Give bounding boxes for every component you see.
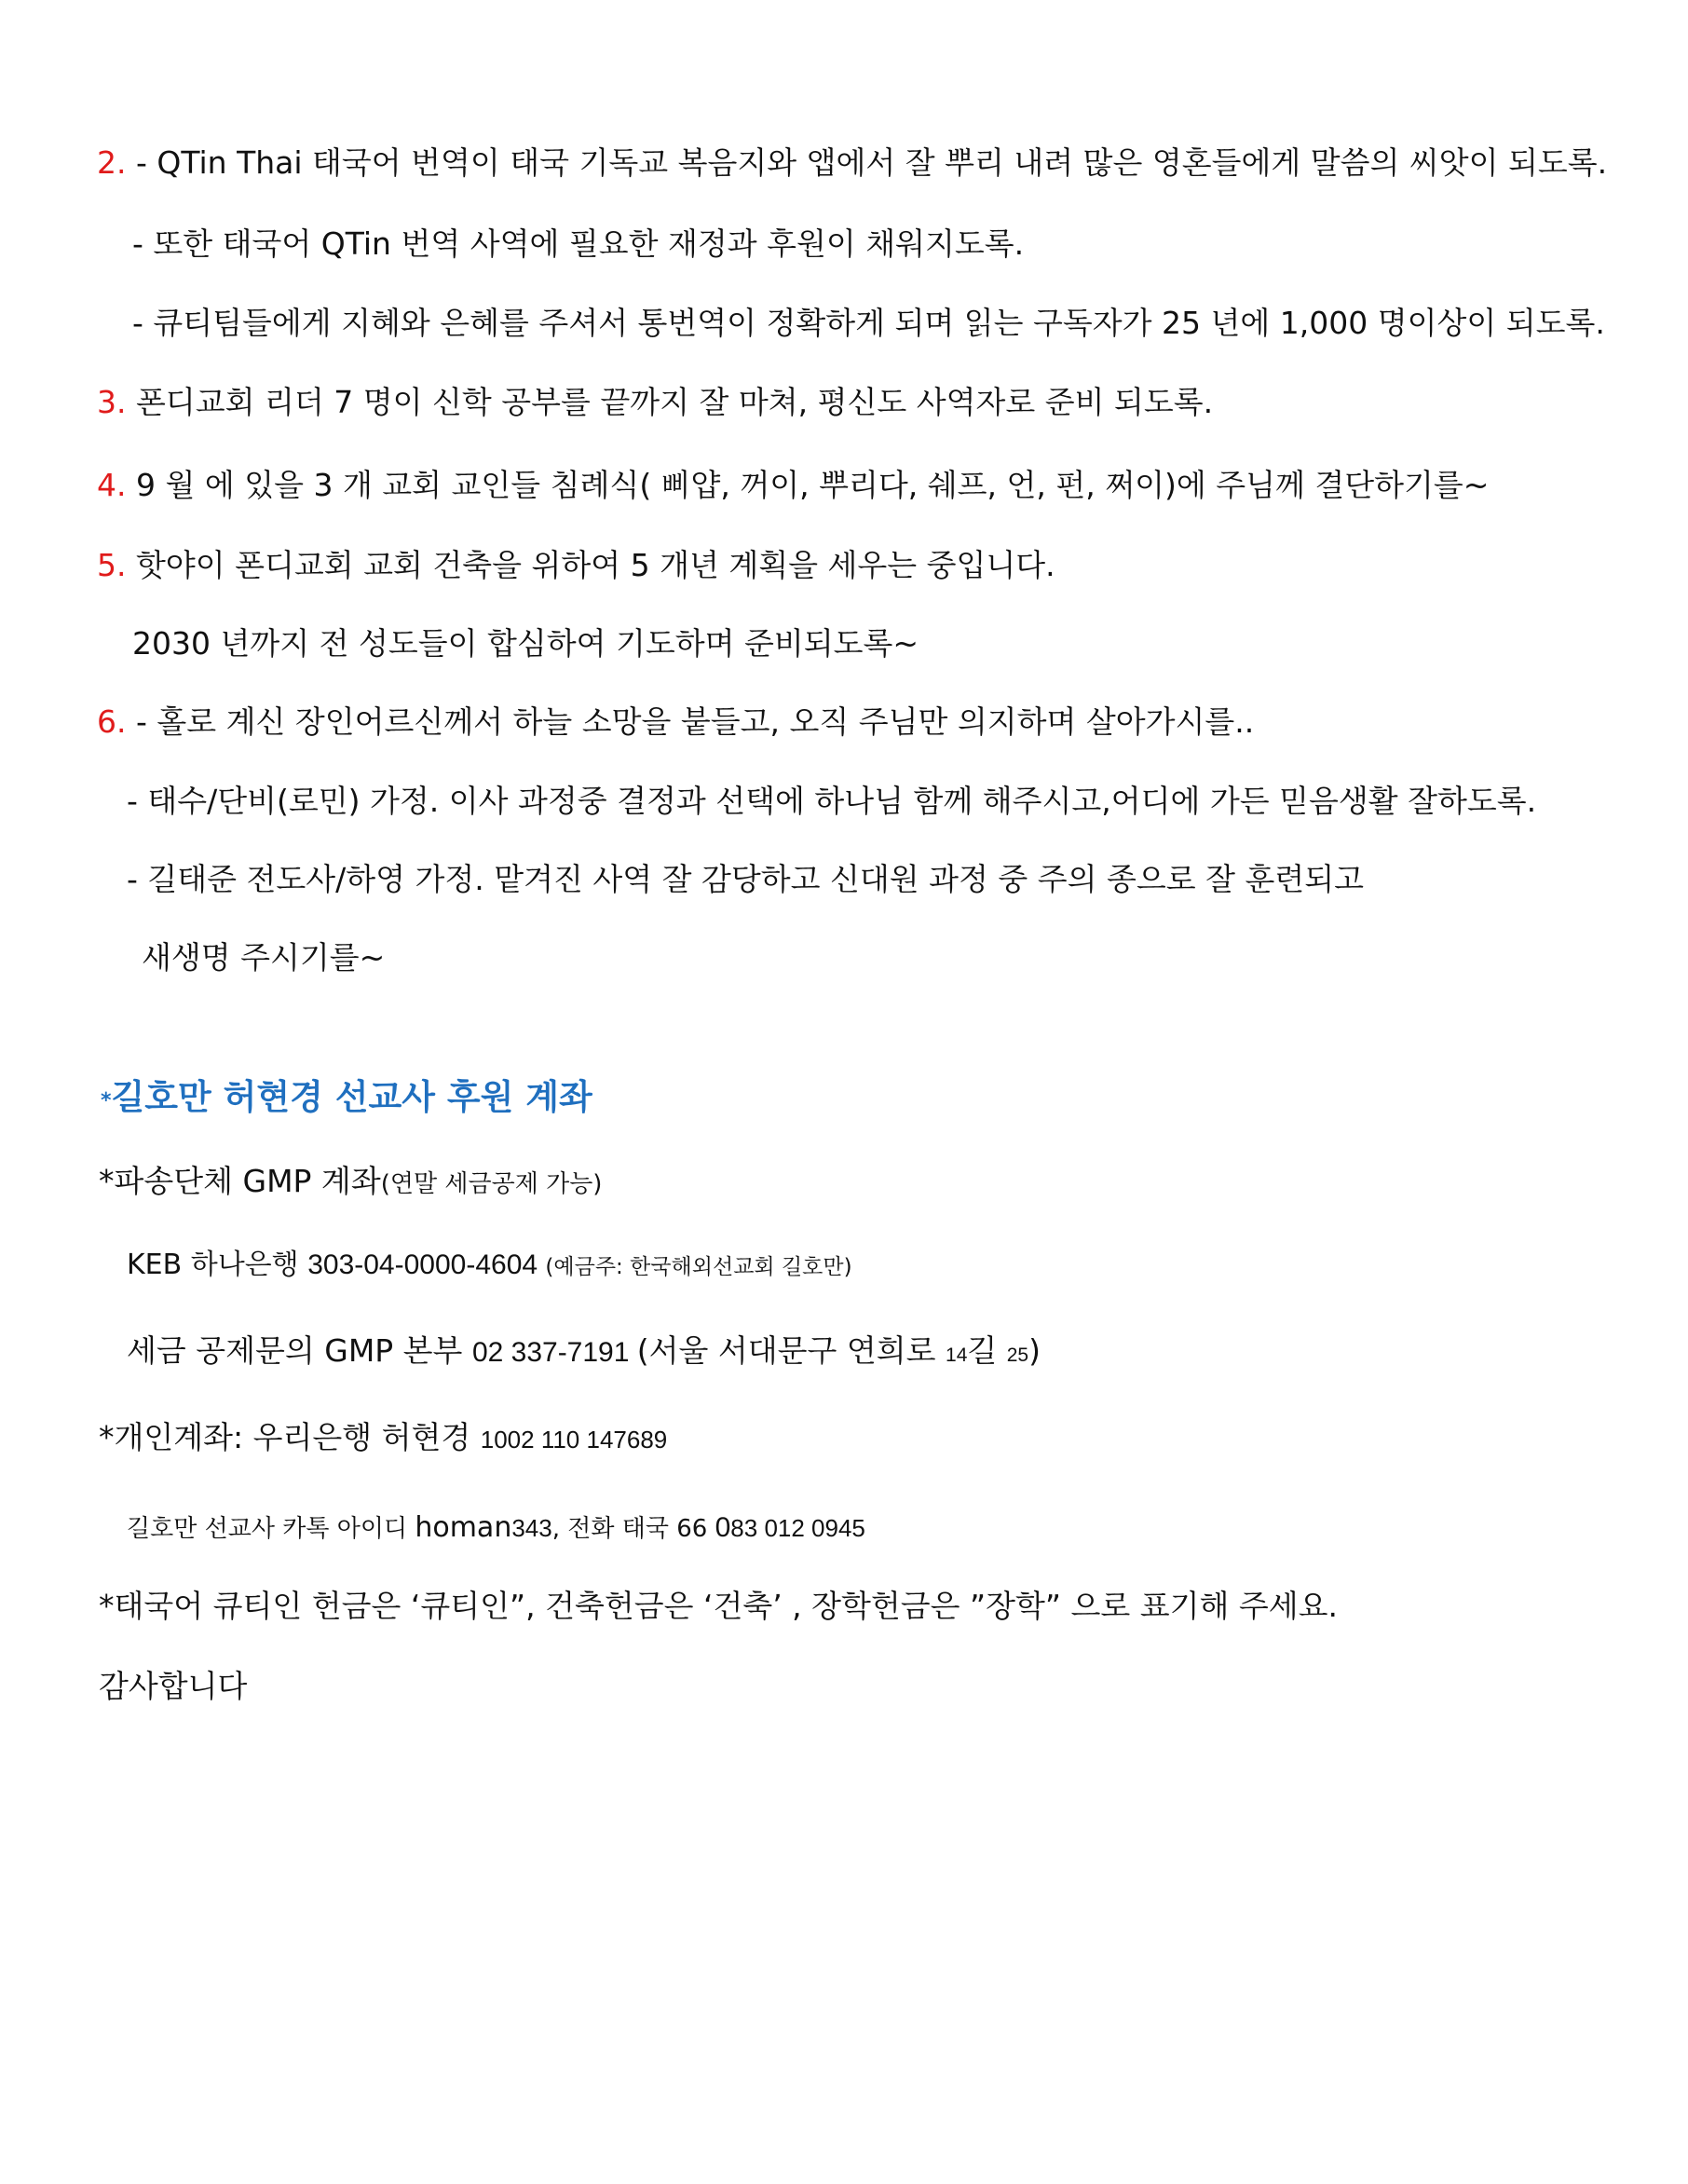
gmp-note: (연말 세금공제 가능) (380, 1170, 603, 1198)
kakao-contact (127, 1506, 865, 1549)
keb-holder: (예금주: 한국해외선교회 길호만) (545, 1255, 852, 1279)
notice-text: *태국어 큐티인 헌금은 ‘큐티인”, 건축헌금은 ‘건축’ , 장학헌금은 ”장학” 으로 표기해 주세요. (99, 1588, 1338, 1624)
personal-number: 1002 110 147689 (480, 1426, 668, 1454)
item-text: - 태수/단비(로민) 가정. 이사 과정중 결정과 선택에 하나님 함께 해주시고,어디에 가든 믿음생활 잘하도록. (127, 783, 1537, 819)
kakao-id: homan (415, 1511, 512, 1544)
prayer-item-6-sub-3 (142, 937, 385, 978)
keb-number: 303-04-0000-4604 (307, 1249, 546, 1280)
item-number: 3. (97, 384, 127, 420)
item-text: 2030 년까지 전 성도들이 합심하여 기도하며 준비되도록~ (132, 625, 919, 662)
keb-bank: KEB 하나은행 (127, 1249, 308, 1281)
offering-notice (99, 1586, 1338, 1627)
tax-inquiry (127, 1331, 1041, 1376)
phone-number: 83 012 0945 (730, 1514, 865, 1542)
gmp-account-label (99, 1161, 602, 1205)
personal-account (99, 1417, 667, 1460)
kakao-label: 길호만 선교사 카톡 아이디 (127, 1515, 415, 1543)
prayer-item-6-sub-2 (127, 859, 1364, 900)
item-text: 폰디교회 리더 7 명이 신학 공부를 끝까지 잘 마쳐, 평신도 사역자로 준비 되도록. (126, 384, 1214, 420)
tax-address-num-2: 25 (1006, 1345, 1029, 1366)
tax-label: 세금 공제문의 GMP 본부 (127, 1332, 472, 1369)
prayer-item-6-sub-1 (127, 781, 1536, 822)
item-text: - QTin Thai 태국어 번역이 태국 기독교 복음지와 앱에서 잘 뿌리 내려 많은 영혼들에게 말씀의 씨앗이 되도록. (126, 144, 1608, 181)
item-text: 핫야이 폰디교회 교회 건축을 위하여 5 개년 계획을 세우는 중입니다. (126, 547, 1055, 583)
item-text: - 홀로 계신 장인어르신께서 하늘 소망을 붙들고, 오직 주님만 의지하며 살아가시를.. (126, 703, 1255, 740)
gmp-label: *파송단체 GMP 계좌 (99, 1163, 381, 1199)
item-number: 6. (97, 703, 127, 740)
heading-text: 길호만 허현경 선교사 후원 계좌 (111, 1077, 592, 1117)
prayer-item-3 (97, 382, 1213, 423)
tax-address-2: 길 (967, 1332, 1007, 1369)
prayer-item-2 (97, 143, 1607, 184)
item-number: 4. (97, 467, 127, 503)
phone-label: , 전화 태국 66 (551, 1515, 715, 1543)
prayer-item-4 (97, 465, 1489, 506)
thanks: 감사합니다 (99, 1668, 248, 1704)
tax-address-1: (서울 서대문구 연희로 (636, 1332, 946, 1369)
item-number: 5. (97, 547, 127, 583)
prayer-item-2-sub-1 (132, 224, 1024, 265)
personal-label: *개인계좌: 우리은행 허현경 (99, 1419, 481, 1455)
item-text: - 큐티팀들에게 지혜와 은혜를 주셔서 통번역이 정확하게 되며 읽는 구독자가 25 년에 1,000 명이상이 되도록. (132, 305, 1605, 341)
tax-address-num-1: 14 (946, 1345, 968, 1366)
item-text: 새생명 주시기를~ (142, 939, 386, 976)
prayer-item-5 (97, 545, 1055, 586)
tax-phone: 02 337-7191 (471, 1337, 637, 1368)
item-number: 2. (97, 144, 127, 181)
thanks-text (99, 1666, 247, 1707)
keb-account (127, 1243, 852, 1288)
phone-zero: 0 (715, 1512, 731, 1543)
prayer-item-5-sub-1 (132, 623, 919, 664)
tax-address-3: ) (1028, 1332, 1041, 1369)
prayer-item-6 (97, 702, 1254, 743)
item-text: 9 월 에 있을 3 개 교회 교인들 침례식( 삐얍, 꺼이, 뿌리다, 쉐프, 언, 펀, 쩌이)에 주님께 결단하기를~ (126, 467, 1490, 503)
item-text: - 길태준 전도사/하영 가정. 맡겨진 사역 잘 감당하고 신대원 과정 중 주의 종으로 잘 훈련되고 (127, 861, 1364, 897)
kakao-id-num: 343 (511, 1514, 552, 1542)
item-text: - 또한 태국어 QTin 번역 사역에 필요한 재정과 후원이 채워지도록. (132, 225, 1025, 262)
prayer-item-2-sub-2 (132, 303, 1605, 344)
heading-star: * (101, 1089, 112, 1112)
account-heading (101, 1075, 592, 1124)
